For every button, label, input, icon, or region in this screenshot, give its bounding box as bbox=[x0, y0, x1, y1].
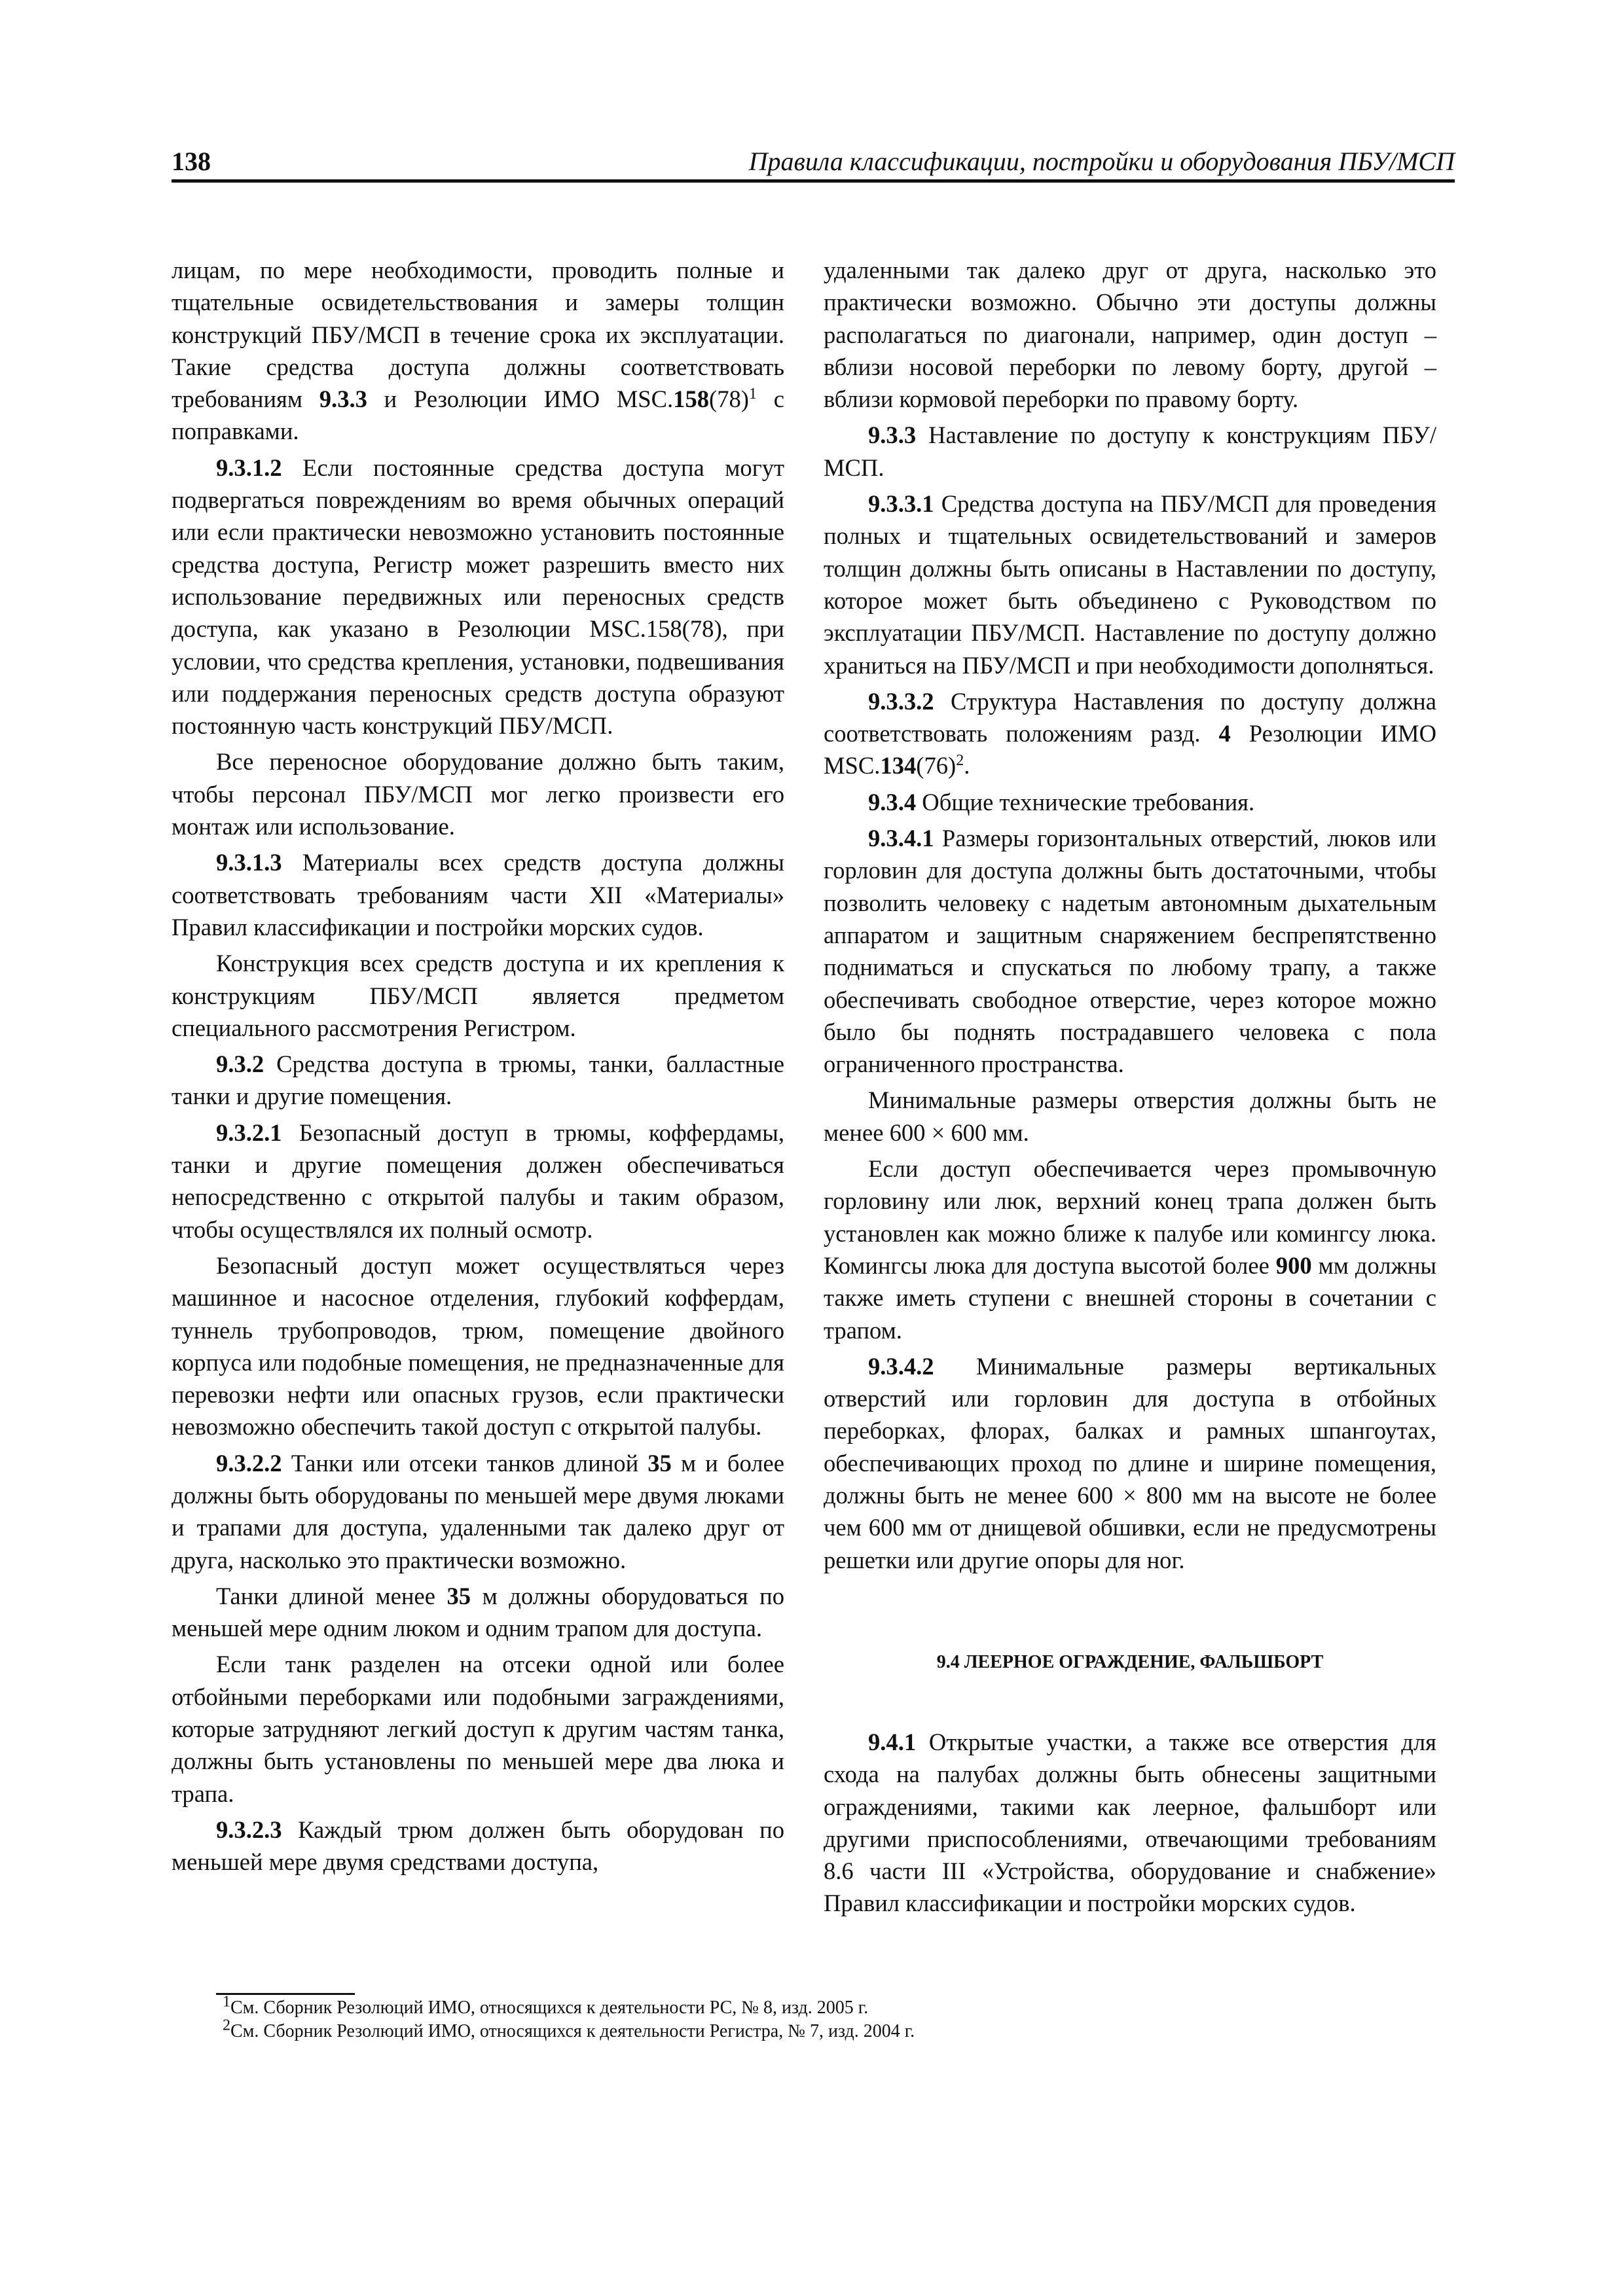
clause-number: 9.3.2.1 bbox=[216, 1119, 282, 1146]
footnote-mark: 1 bbox=[223, 1993, 230, 2011]
header-rule bbox=[172, 179, 1455, 183]
paragraph: Безопасный доступ может осуществляться через машинное и насосное отделения, глубокий коффердам, туннель трубопроводов, трюм, помещение двойного корпуса или подобные помещения, не предназначенные для перевозки нефти или опасных грузов, если практически невозможно обеспечить такой доступ с открытой палубы. bbox=[172, 1251, 784, 1441]
right-column-continued bbox=[824, 1726, 1436, 1920]
paragraph: 9.3.2.3 Каждый трюм должен быть оборудован по меньшей мере двумя средствами доступа, bbox=[172, 1816, 784, 1876]
clause-number: 9.3.3 bbox=[868, 422, 917, 449]
right-column bbox=[824, 254, 1436, 1576]
clause-number: 9.3.1.2 bbox=[216, 454, 282, 481]
paragraph: Все переносное оборудование должно быть таким, чтобы персонал ПБУ/МСП мог легко произвести его монтаж или использование. bbox=[172, 748, 784, 840]
paragraph: Минимальные размеры отверстия должны быть не менее 600 × 600 мм. bbox=[824, 1086, 1436, 1146]
paragraph: 9.4.1 Открытые участки, а также все отверстия для схода на палубах должны быть обнесены защитными ограждениями, такими как леерное, фальшборт или другими приспособлениями, отвечающими требованиям 8.6 части III «Устройства, оборудование и снабжение» Правил классификации и постройки морских судов. bbox=[824, 1729, 1436, 1917]
paragraph: лицам, по мере необходимости, проводить полные и тщательные освидетельствования и замеры толщин конструкций ПБУ/МСП в течение срока их эксплуатации. Такие средства доступа должны соответствовать требованиям 9.3.3 и Резолюции ИМО $MSC.158(78)^1$ с поправками. bbox=[172, 257, 784, 445]
paragraph: 9.3.3.1 Средства доступа на ПБУ/МСП для проведения полных и тщательных освидетельствований и замеров толщин должны быть описаны в Наставлении по доступу, которое может быть объединено с Руководством по эксплуатации ПБУ/МСП. Наставление по доступу должно храниться на ПБУ/МСП и при необходимости дополняться. bbox=[824, 490, 1436, 679]
paragraph: Если танк разделен на отсеки одной или более отбойными переборками или подобными заграждениями, которые затрудняют легкий доступ к другим частям танка, должны быть установлены по меньшей мере два люка и трапа. bbox=[172, 1651, 784, 1807]
footnote: $^2$См. Сборник Резолюций ИМО, относящихся к деятельности Регистра, № 7, изд. 2004 г. bbox=[223, 2017, 915, 2041]
footnote: $^1$См. Сборник Резолюций ИМО, относящихся к деятельности РС, № 8, изд. 2005 г. bbox=[223, 1993, 869, 2018]
clause-number: 9.3.4.1 bbox=[868, 825, 934, 852]
clause-heading: 9.3.4 Общие технические требования. bbox=[868, 788, 1255, 816]
page-number: 138 bbox=[172, 147, 211, 176]
clause-heading: 9.3.2 Средства доступа в трюмы, танки, балластные танки и другие помещения. bbox=[172, 1050, 784, 1110]
paragraph: 9.3.4.1 Размеры горизонтальных отверстий, люков или горловин для доступа должны быть достаточными, чтобы позволить человеку с надетым автономным дыхательным аппаратом и защитным снаряжением беспрепятственно подниматься и спускаться по любому трапу, а также обеспечивать свободное отверстие, через которое можно было бы поднять пострадавшего человека с пола ограниченного пространства. bbox=[824, 825, 1436, 1078]
running-title: Правила классификации, постройки и оборудования ПБУ/МСП bbox=[748, 147, 1455, 176]
clause-number: 9.3.3.2 bbox=[868, 687, 934, 715]
clause-number: 9.4.1 bbox=[868, 1729, 917, 1755]
clause-number: 9.3.2 bbox=[216, 1050, 264, 1078]
clause-number: 9.3.3.1 bbox=[868, 490, 934, 518]
paragraph: удаленными так далеко друг от друга, насколько это практически возможно. Обычно эти доступы должны располагаться по диагонали, например, один доступ – вблизи носовой переборки по левому борту, другой – вблизи кормовой переборки по правому борту. bbox=[824, 257, 1436, 413]
paragraph: 9.3.1.2 Если постоянные средства доступа могут подвергаться повреждениям во время обычных операций или если практически невозможно установить постоянные средства доступа, Регистр может разрешить вместо них использование передвижных или переносных средств доступа, как указано в Резолюции MSC.158(78), при условии, что средства крепления, установки, подвешивания или поддержания переносных средств доступа образуют постоянную часть конструкций ПБУ/МСП. bbox=[172, 454, 784, 740]
paragraph: 9.3.3.2 Структура Наставления по доступу должна соответствовать положениям разд. 4 Резолюции ИМО $MSC.134(76)^2$. bbox=[824, 687, 1436, 780]
paragraph: 9.3.2.1 Безопасный доступ в трюмы, коффердамы, танки и другие помещения должен обеспечиваться непосредственно с открытой палубы и таким образом, чтобы осуществлялся их полный осмотр. bbox=[172, 1119, 784, 1243]
footnotes bbox=[223, 1993, 1453, 2043]
paragraph: 9.3.1.3 Материалы всех средств доступа должны соответствовать требованиям части XII «Материалы» Правил классификации и постройки морских судов. bbox=[172, 849, 784, 941]
clause-number: 9.3.2.2 bbox=[216, 1449, 282, 1477]
clause-heading: 9.3.3 Наставление по доступу к конструкциям ПБУ/МСП. bbox=[824, 422, 1436, 481]
clause-number: 9.3.2.3 bbox=[216, 1816, 282, 1843]
clause-number: 9.3.4 bbox=[868, 788, 917, 816]
paragraph: Танки длиной менее 35 м должны оборудоваться по меньшей мере одним люком и одним трапом для доступа. bbox=[172, 1582, 784, 1642]
paragraph: 9.3.4.2 Минимальные размеры вертикальных отверстий или горловин для доступа в отбойных переборках, флорах, балках и рамных шпангоутах, обеспечивающих проход по длине и ширине помещения, должны быть не менее 600 × 800 мм на высоте не более чем 600 мм от днищевой обшивки, если не предусмотрены решетки или другие опоры для ног. bbox=[824, 1352, 1436, 1573]
paragraph: Конструкция всех средств доступа и их крепления к конструкциям ПБУ/МСП является предметом специального рассмотрения Регистром. bbox=[172, 950, 784, 1041]
footnote-mark: 1 bbox=[749, 386, 757, 403]
clause-number: 9.3.1.3 bbox=[216, 849, 282, 876]
footnote-mark: 2 bbox=[956, 752, 964, 770]
paragraph: Если доступ обеспечивается через промывочную горловину или люк, верхний конец трапа должен быть установлен как можно ближе к палубе или комингсу люка. Комингсы люка для доступа высотой более 900 мм должны также иметь ступени с внешней стороны в сочетании с трапом. bbox=[824, 1155, 1436, 1344]
left-column bbox=[172, 254, 784, 1878]
footnote-rule bbox=[216, 1993, 355, 1995]
paragraph: 9.3.2.2 Танки или отсеки танков длиной 35 м и более должны быть оборудованы по меньшей мере двумя люками и трапами для доступа, удаленными так далеко друг от друга, насколько это практически возможно. bbox=[172, 1449, 784, 1573]
section-title: 9.4 ЛЕЕРНОЕ ОГРАЖДЕНИЕ, ФАЛЬШБОРТ bbox=[936, 1652, 1324, 1672]
clause-number: 9.3.4.2 bbox=[868, 1352, 934, 1380]
page-header bbox=[172, 145, 1455, 178]
footnote-mark: 2 bbox=[223, 2017, 230, 2034]
